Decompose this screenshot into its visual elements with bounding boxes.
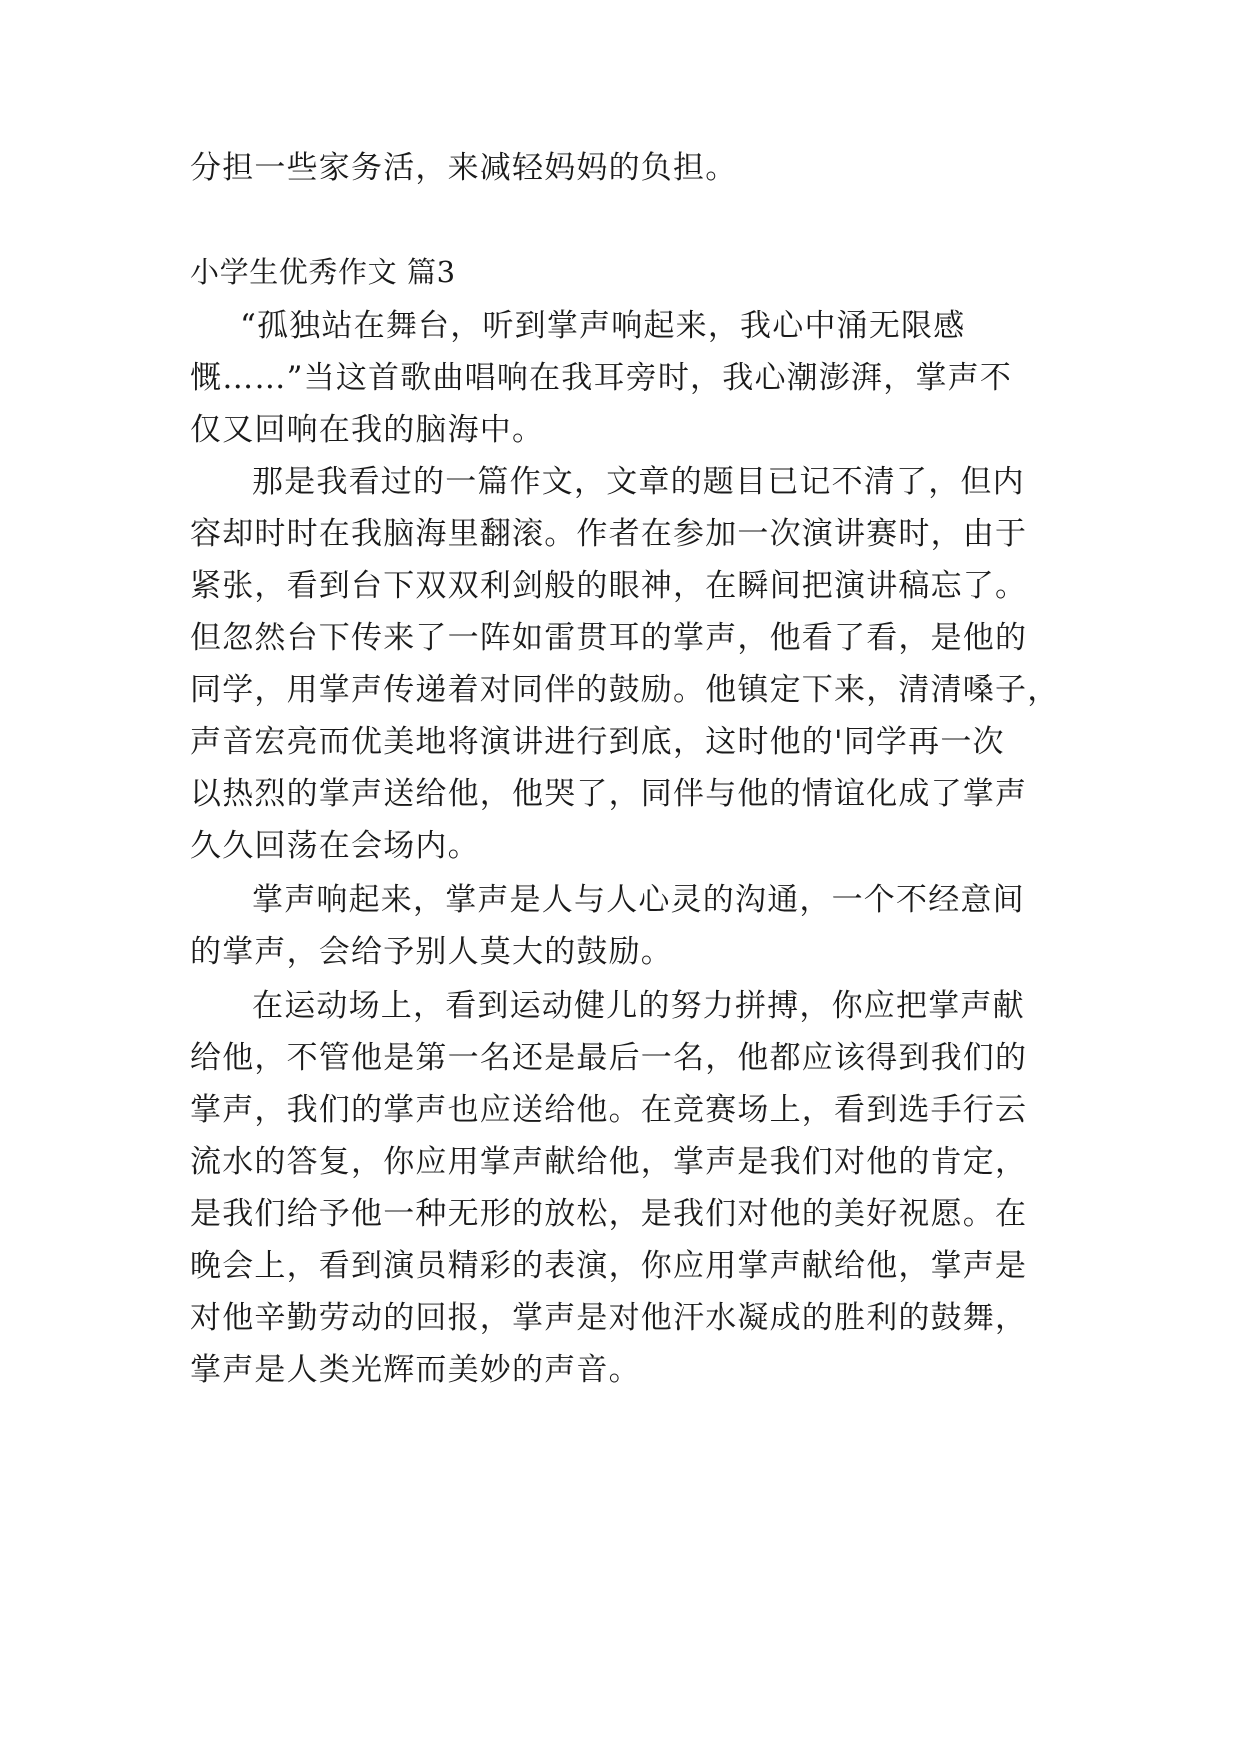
paragraph-line: 给他，不管他是第一名还是最后一名，他都应该得到我们的 — [190, 1040, 1028, 1076]
paragraph-line: 晚会上，看到演员精彩的表演，你应用掌声献给他，掌声是 — [190, 1248, 1028, 1284]
paragraph-line: 在运动场上，看到运动健儿的努力拼搏，你应把掌声献 — [252, 988, 1025, 1024]
paragraph-line: 那是我看过的一篇作文，文章的题目已记不清了，但内 — [252, 464, 1025, 500]
paragraph-line: 流水的答复，你应用掌声献给他，掌声是我们对他的肯定， — [190, 1144, 1028, 1180]
paragraph-line: 对他辛勤劳动的回报，掌声是对他汗水凝成的胜利的鼓舞， — [190, 1300, 1028, 1336]
essay-heading: 小学生优秀作文 篇3 — [190, 255, 456, 289]
paragraph-line: “孤独站在舞台，听到掌声响起来，我心中涌无限感 — [240, 308, 966, 344]
paragraph-line: 声音宏亮而优美地将演讲进行到底，这时他的'同学再一次 — [190, 724, 1005, 760]
paragraph-line: 同学，用掌声传递着对同伴的鼓励。他镇定下来，清清嗓子， — [190, 672, 1060, 708]
paragraph-line: 久久回荡在会场内。 — [190, 828, 480, 864]
paragraph-line: 是我们给予他一种无形的放松，是我们对他的美好祝愿。在 — [190, 1196, 1028, 1232]
paragraph-line: 以热烈的掌声送给他，他哭了，同伴与他的情谊化成了掌声 — [190, 776, 1028, 812]
continuation-line: 分担一些家务活，来减轻妈妈的负担。 — [190, 150, 738, 186]
paragraph-line: 掌声，我们的掌声也应送给他。在竞赛场上，看到选手行云 — [190, 1092, 1028, 1128]
paragraph-line: 容却时时在我脑海里翻滚。作者在参加一次演讲赛时，由于 — [190, 516, 1028, 552]
paragraph-line: 慨……”当这首歌曲唱响在我耳旁时，我心潮澎湃，掌声不 — [190, 360, 1013, 396]
paragraph-line: 的掌声，会给予别人莫大的鼓励。 — [190, 934, 673, 970]
paragraph-line: 掌声响起来，掌声是人与人心灵的沟通，一个不经意间 — [252, 882, 1025, 918]
paragraph-line: 仅又回响在我的脑海中。 — [190, 412, 545, 448]
paragraph-line: 但忽然台下传来了一阵如雷贯耳的掌声，他看了看，是他的 — [190, 620, 1028, 656]
paragraph-line: 紧张，看到台下双双利剑般的眼神，在瞬间把演讲稿忘了。 — [190, 568, 1028, 604]
paragraph-line: 掌声是人类光辉而美妙的声音。 — [190, 1352, 641, 1388]
